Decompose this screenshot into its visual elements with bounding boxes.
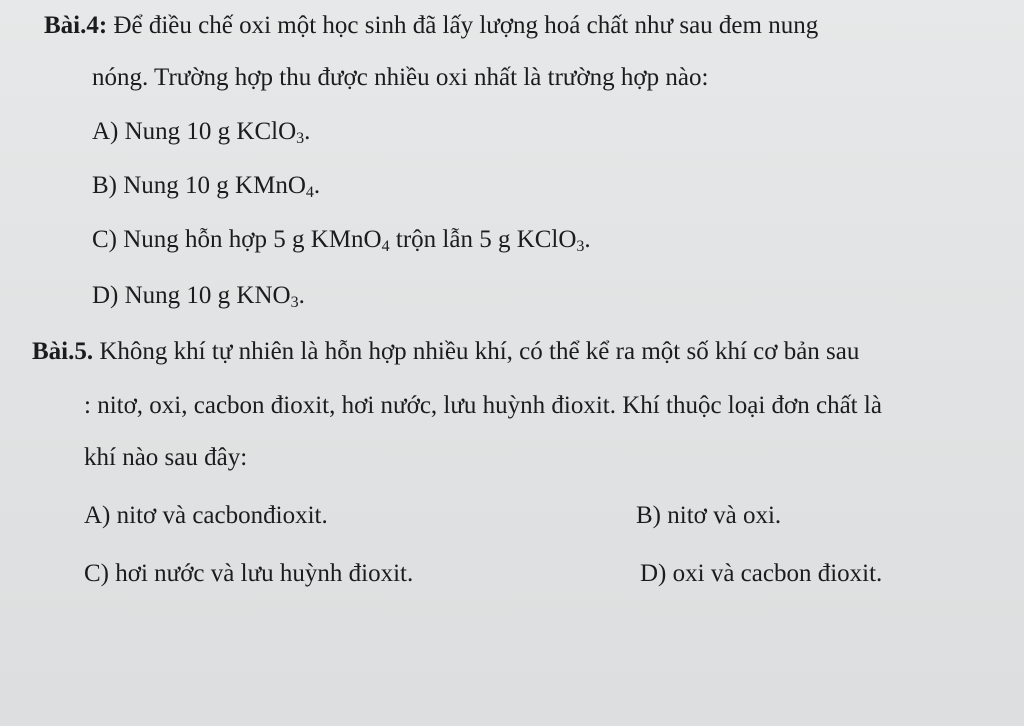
bai4-option-b: B) Nung 10 g KMnO$_4$. [92, 172, 321, 201]
bai4-option-a: A) Nung 10 g KClO$_3$. [92, 118, 311, 147]
bai5-question-text: Không khí tự nhiên là hỗn hợp nhiều khí, có thể kể ra một số khí cơ bản sau [93, 338, 860, 365]
bai5-question-line1 [32, 336, 859, 368]
bai4-question-text: Để điều chế oxi một học sinh đã lấy lượng hoá chất như sau đem nung [107, 12, 819, 39]
bai5-question-line3: khí nào sau đây: [84, 444, 248, 471]
bai4-question-line1 [44, 10, 818, 42]
bai4-label: Bài.4: [44, 12, 108, 39]
bai5-label: Bài.5. [32, 338, 94, 365]
bai5-option-d: D) oxi và cacbon đioxit. [640, 560, 883, 587]
bai5-option-b: B) nitơ và oxi. [636, 502, 782, 529]
bai4-option-c: C) Nung hỗn hợp 5 g KMnO$_4$ trộn lẫn 5 g KClO$_3$. [92, 226, 591, 255]
bai4-question-line2: nóng. Trường hợp thu được nhiều oxi nhất là trường hợp nào: [92, 64, 709, 91]
bai5-question-line2: : nitơ, oxi, cacbon đioxit, hơi nước, lưu huỳnh đioxit. Khí thuộc loại đơn chất là [84, 392, 882, 419]
bai5-option-c: C) hơi nước và lưu huỳnh đioxit. [84, 560, 414, 587]
bai5-option-a: A) nitơ và cacbonđioxit. [84, 502, 328, 529]
bai4-option-d: D) Nung 10 g $KNO_3$. [92, 282, 305, 311]
